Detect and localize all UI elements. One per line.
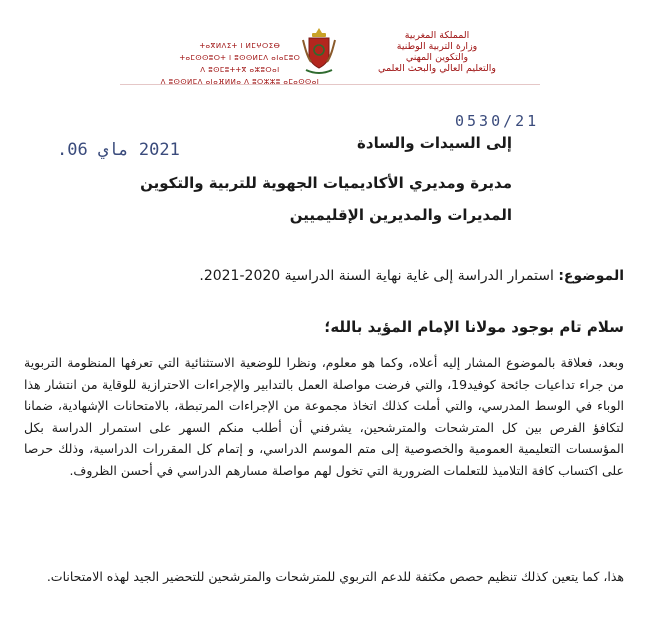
letterhead-tifinagh-line: ⵜⴰⴳⵍⴷⵉⵜ ⵏ ⵍⵎⵖⵔⵉⴱ bbox=[199, 42, 281, 50]
letterhead-arabic-line: المملكة المغربية bbox=[404, 30, 470, 41]
addressee-line: المديرات والمديرين الإقليميين bbox=[289, 206, 512, 224]
letterhead-tifinagh bbox=[160, 40, 320, 88]
letterhead-arabic-line: والتكوين المهني bbox=[405, 52, 469, 63]
addressee-line: مديرة ومديري الأكاديميات الجهوية للتربية والتكوين bbox=[140, 174, 512, 192]
letterhead-arabic bbox=[362, 30, 512, 74]
subject-line bbox=[104, 268, 624, 284]
body-paragraph: هذا، كما يتعين كذلك تنظيم حصص مكثفة للدعم التربوي للمترشحات والمترشحين للتحضير الجيد لهذه الامتحانات. bbox=[46, 569, 624, 584]
date-stamp: 2021 ماي 06. bbox=[57, 140, 180, 160]
letterhead-divider bbox=[120, 84, 540, 85]
letterhead-arabic-line: وزارة التربية الوطنية bbox=[396, 41, 478, 52]
letterhead-arabic-line: والتعليم العالي والبحث العلمي bbox=[378, 63, 496, 74]
body-paragraph: وبعد، فعلاقة بالموضوع المشار إليه أعلاه، وكما هو معلوم، ونظرا للوضعية الاستثنائية التي تعرفها المنظومة التربوية من جراء تداعيات جائحة كوفيد19، والتي فرضت مواصلة العمل بالتدابير والإجراءات الاحترازية للوقاية من انتشار هذا الوباء في الوسط المدرسي، والتي أملت كذلك اتخاذ مجموعة من الإجراءات المرتبطة، بالامتحانات الإشهادية، ضمانا لتكافؤ الفرص بين كل المترشحات والمترشحين، يشرفني أن أطلب منكم السهر على استمرار الدراسة بكل المؤسسات التعليمية العمومية والخصوصية إلى متم الموسم الدراسي، و إتمام كل المقررات الدراسية، وذلك حرصا على اكتساب كافة التلاميذ للتعلمات الضرورية التي تخول لهم مواصلة مسارهم الدراسي في أحسن الظروف. bbox=[24, 355, 624, 478]
subject-text: استمرار الدراسة إلى غاية نهاية السنة الدراسية 2020-2021. bbox=[199, 268, 554, 284]
greeting: سلام تام بوجود مولانا الإمام المؤيد بالله؛ bbox=[324, 318, 624, 336]
subject-label: الموضوع: bbox=[558, 268, 624, 284]
letterhead-tifinagh-line: ⴷ ⵓⵙⵙⵍⵎⴷ ⴰⵏⴰⴼⵍⵍⴰ ⴷ ⵓⵔⵣⵣⵓ ⴰⵎⴰⵙⵙⴰⵏ bbox=[160, 78, 320, 86]
reference-number-stamp: 0530/21 bbox=[455, 112, 540, 130]
letterhead-tifinagh-line: ⵜⴰⵎⵙⵙⵓⵔⵜ ⵏ ⵓⵙⵙⵍⵎⴷ ⴰⵏⴰⵎⵓⵔ bbox=[179, 54, 301, 62]
letterhead-tifinagh-line: ⴷ ⵓⵙⵎⵓⵜⵜⴳ ⴰⵣⵓⵔⴰⵏ bbox=[200, 66, 280, 74]
addressee-line: إلى السيدات والسادة bbox=[357, 134, 512, 152]
